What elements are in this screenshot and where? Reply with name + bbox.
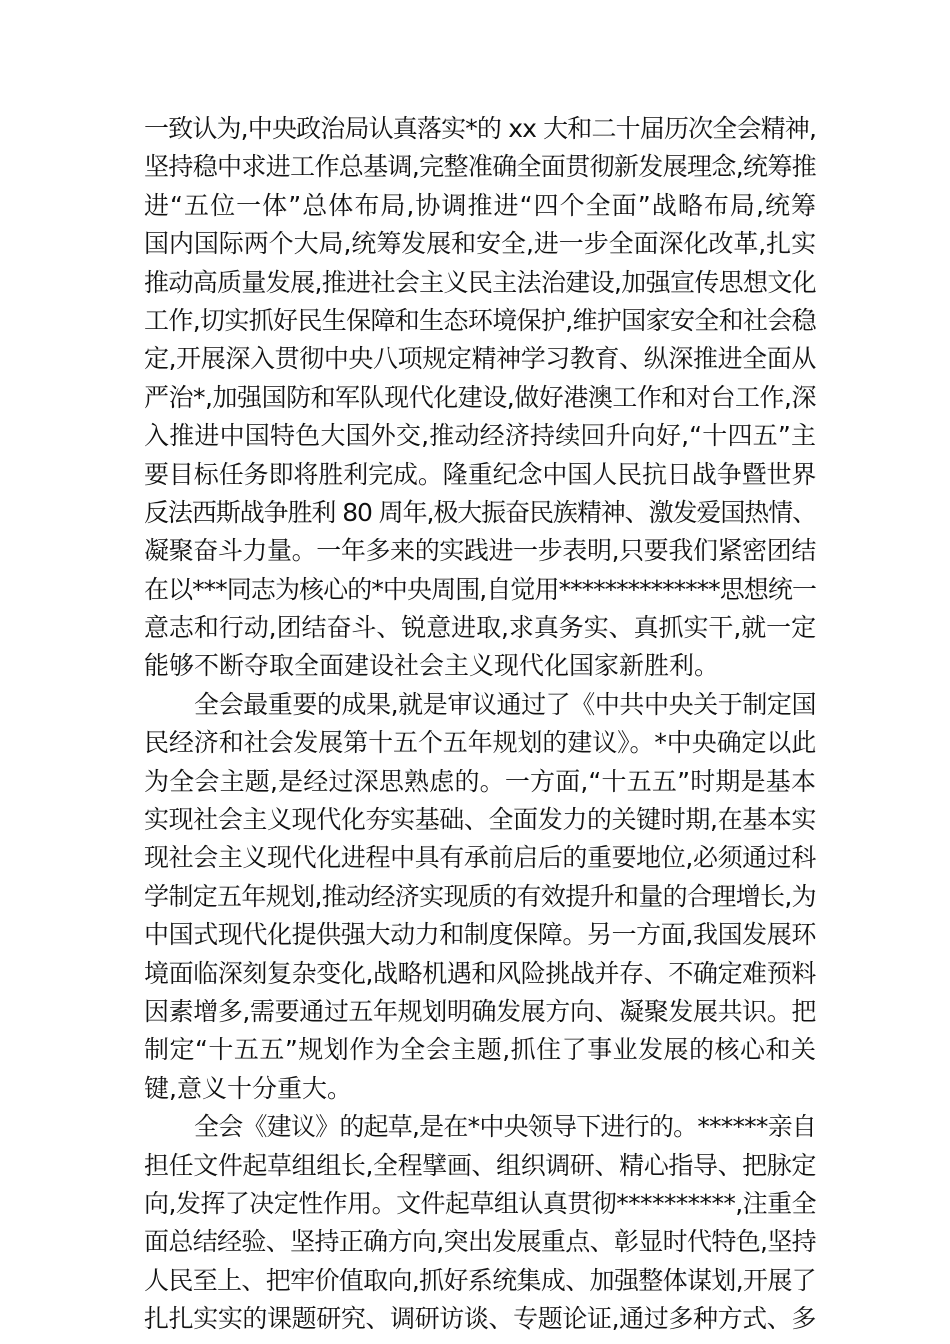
text-line: 面总结经验、坚持正确方向,突出发展重点、彰显时代特色,坚持 xyxy=(144,1227,816,1257)
paragraph-2 xyxy=(144,686,816,1108)
text-line: 因素增多,需要通过五年规划明确发展方向、凝聚发展共识。把 xyxy=(144,996,816,1026)
text-line: 进“五位一体”总体布局,协调推进“四个全面”战略布局,统筹 xyxy=(144,190,816,220)
text-line: 向,发挥了决定性作用。文件起草组认真贯彻**********,注重全 xyxy=(144,1188,816,1218)
text-line: 工作,切实抓好民生保障和生态环境保护,维护国家安全和社会稳 xyxy=(144,305,816,335)
text-line: 推动高质量发展,推进社会主义民主法治建设,加强宣传思想文化 xyxy=(144,267,816,297)
text-line: 一致认为,中央政治局认真落实*的 xx 大和二十届历次全会精神, xyxy=(144,114,816,143)
text-line: 定,开展深入贯彻中央八项规定精神学习教育、纵深推进全面从 xyxy=(144,344,816,374)
paragraph-1 xyxy=(144,110,816,686)
text-line: 为全会主题,是经过深思熟虑的。一方面,“十五五”时期是基本 xyxy=(144,766,816,796)
text-line: 境面临深刻复杂变化,战略机遇和风险挑战并存、不确定难预料 xyxy=(144,958,816,988)
text-line: 担任文件起草组组长,全程擘画、组织调研、精心指导、把脉定 xyxy=(144,1150,816,1180)
text-line: 意志和行动,团结奋斗、锐意进取,求真务实、真抓实干,就一定 xyxy=(144,613,816,643)
text-line: 要目标任务即将胜利完成。隆重纪念中国人民抗日战争暨世界 xyxy=(144,459,817,489)
text-line: 国内国际两个大局,统筹发展和安全,进一步全面深化改革,扎实 xyxy=(144,229,816,259)
text-line: 凝聚奋斗力量。一年多来的实践进一步表明,只要我们紧密团结 xyxy=(144,536,816,566)
paragraph-3 xyxy=(144,1108,816,1338)
text-line: 制定“十五五”规划作为全会主题,抓住了事业发展的核心和关 xyxy=(144,1035,816,1065)
text-line: 现社会主义现代化进程中具有承前启后的重要地位,必须通过科 xyxy=(144,843,816,873)
text-line: 实现社会主义现代化夯实基础、全面发力的关键时期,在基本实 xyxy=(144,805,816,835)
text-line: 坚持稳中求进工作总基调,完整准确全面贯彻新发展理念,统筹推 xyxy=(144,152,816,182)
text-line: 民经济和社会发展第十五个五年规划的建议》。*中央确定以此 xyxy=(144,728,817,758)
text-line: 扎扎实实的课题研究、调研访谈、专题论证,通过多种方式、多 xyxy=(144,1304,816,1334)
text-line: 中国式现代化提供强大动力和制度保障。另一方面,我国发展环 xyxy=(144,920,816,950)
document-body xyxy=(144,110,816,1339)
text-line: 入推进中国特色大国外交,推动经济持续回升向好,“十四五”主 xyxy=(144,421,816,451)
text-line: 全会《建议》的起草,是在*中央领导下进行的。******亲自 xyxy=(194,1112,816,1142)
text-line: 键,意义十分重大。 xyxy=(144,1073,352,1103)
text-line: 全会最重要的成果,就是审议通过了《中共中央关于制定国 xyxy=(194,689,816,719)
text-line: 严治*,加强国防和军队现代化建设,做好港澳工作和对台工作,深 xyxy=(144,382,816,412)
text-line: 学制定五年规划,推动经济实现质的有效提升和量的合理增长,为 xyxy=(144,881,816,911)
text-line: 在以***同志为核心的*中央周围,自觉用**************思想统一 xyxy=(144,574,816,604)
text-line: 反法西斯战争胜利 80 周年,极大振奋民族精神、激发爱国热情、 xyxy=(144,497,816,527)
text-line: 能够不断夺取全面建设社会主义现代化国家新胜利。 xyxy=(144,651,720,681)
text-line: 人民至上、把牢价值取向,抓好系统集成、加强整体谋划,开展了 xyxy=(144,1265,816,1295)
